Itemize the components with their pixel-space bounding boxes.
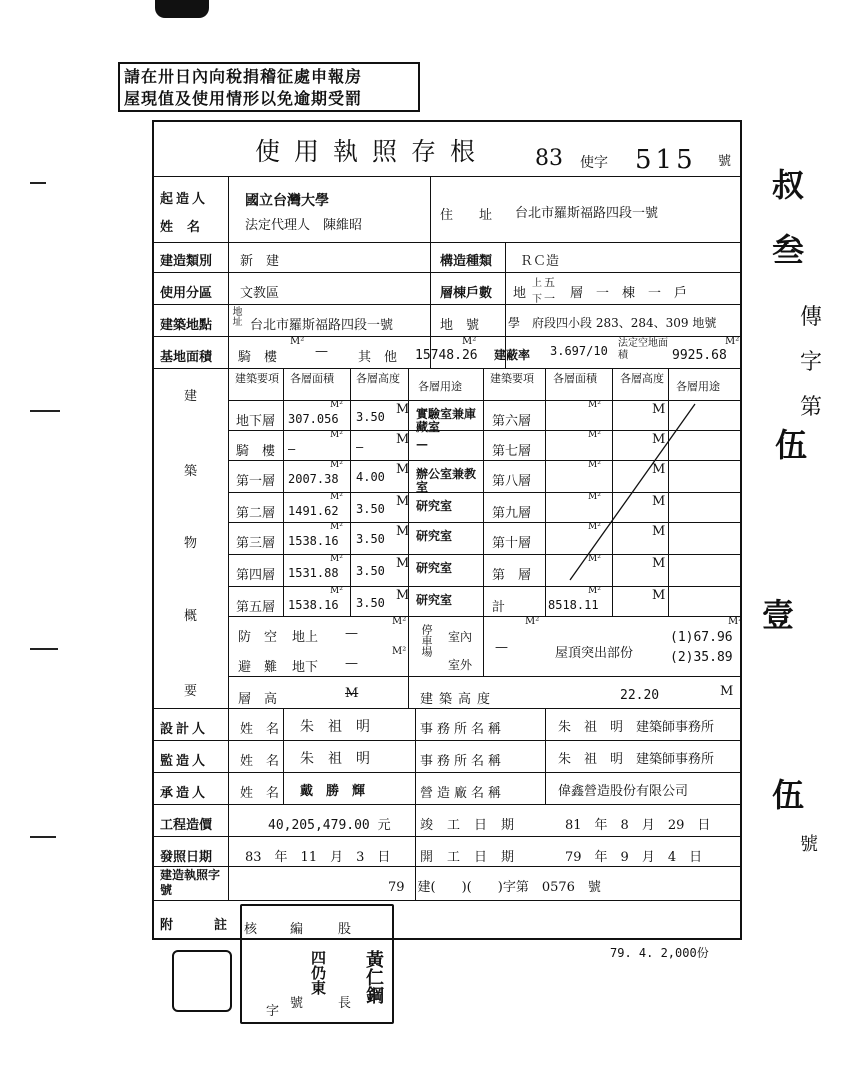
floor-area: 1531.88 — [288, 566, 339, 580]
rule — [483, 368, 484, 676]
title-number: 515 — [635, 145, 697, 175]
floor-height: 3.50 — [356, 564, 385, 578]
floor-area-right-m2: M² — [588, 492, 601, 502]
arcade-value: — — [315, 344, 328, 359]
side-char-3: 傳 — [800, 305, 823, 330]
margin-mark — [30, 182, 46, 184]
margin-mark — [30, 836, 56, 838]
floor-height: 3.50 — [356, 502, 385, 516]
designer-label: 設計人 — [160, 722, 209, 737]
open-space-label: 法定空地面積 — [618, 338, 668, 361]
floor-height: 3.50 — [356, 410, 385, 424]
floor-head-height: 各層高度 — [356, 372, 400, 385]
site-label: 建築地點 — [160, 318, 213, 333]
rule — [415, 708, 416, 900]
floor-head-area-2: 各層面積 — [553, 372, 597, 385]
floors-count-label: 層棟戶數 — [440, 286, 493, 301]
floors-down: 下 — [532, 294, 542, 305]
designer-office: 朱 祖 明 建築師事務所 — [558, 720, 715, 735]
floors-di: 地 — [513, 286, 527, 301]
cost-label: 工程造價 — [160, 818, 213, 833]
contractor-firm-label: 營造廠名稱 — [420, 786, 506, 801]
side-label-5: 要 — [184, 684, 198, 699]
floor-area-right-m2: M² — [588, 460, 601, 470]
floor-height: 3.50 — [356, 532, 385, 546]
designer-name-label: 姓 名 — [240, 722, 280, 737]
supervisor-office: 朱 祖 明 建築師事務所 — [558, 752, 715, 767]
floor-height-right-unit: M — [652, 588, 666, 603]
issue-label: 發照日期 — [160, 850, 213, 865]
building-height-unit: M — [720, 684, 734, 699]
floor-area-m2: M² — [330, 460, 343, 470]
floor-area-m2: M² — [330, 430, 343, 440]
margin-mark — [30, 410, 60, 412]
floor-area: 2007.38 — [288, 472, 339, 486]
roof-m2: M² — [728, 616, 743, 627]
side-char-8: 伍 — [772, 776, 805, 814]
rule — [152, 304, 742, 305]
floor-area-m2: M² — [330, 400, 343, 410]
start-label: 開工日期 — [420, 850, 529, 865]
coverage-label: 建蔽率 — [494, 348, 531, 362]
other-value: 15748.26 — [415, 348, 478, 363]
floor-name: 第三層 — [236, 536, 276, 551]
rule — [152, 772, 742, 773]
supervisor-name-label: 姓 名 — [240, 754, 280, 769]
floor-area: 1491.62 — [288, 504, 339, 518]
stamp-check: 核 — [244, 922, 258, 937]
side-label-2: 築 — [184, 464, 198, 479]
rule — [152, 804, 742, 805]
rule — [283, 708, 284, 804]
floor-use: — — [416, 437, 428, 451]
floor-area-right-m2: M² — [588, 522, 601, 532]
floor-height: — — [356, 440, 364, 454]
floor-height-right-unit: M — [652, 556, 666, 571]
footer-print-run: 79. 4. 2,000份 — [610, 946, 709, 960]
floor-area: 1538.16 — [288, 598, 339, 612]
rule — [152, 836, 742, 837]
address-label: 住 址 — [440, 208, 493, 223]
permit-label: 建造執照字號 — [160, 868, 221, 897]
rule — [228, 176, 229, 900]
side-label-1: 建 — [184, 389, 198, 404]
shelter-m2: M² — [392, 616, 407, 627]
rule — [152, 176, 742, 177]
rule — [545, 708, 546, 804]
floor-area-right-m2: M² — [588, 586, 601, 596]
side-char-4: 字 — [800, 350, 823, 375]
floor-height: 4.00 — [356, 470, 385, 484]
address-value: 台北市羅斯福路四段一號 — [515, 206, 659, 221]
floor-name: 第二層 — [236, 506, 276, 521]
contractor-name-label: 姓 名 — [240, 786, 280, 801]
roof-label: 屋頂突出部份 — [555, 646, 634, 661]
open-space-value: 9925.68 — [672, 348, 727, 363]
contractor-name: 戴 勝 輝 — [300, 784, 366, 799]
floor-height-unit: M — [396, 556, 410, 571]
stamp-sig-1: 字 — [266, 1004, 280, 1019]
rule — [430, 176, 431, 368]
floor-height-unit: M — [396, 432, 410, 447]
rule — [152, 336, 742, 337]
floor-head-item-2: 建築要項 — [490, 372, 534, 385]
floor-height-right-unit: M — [652, 462, 666, 477]
form-title: 使用執照存根 — [255, 137, 490, 166]
other-m2: M² — [462, 336, 477, 347]
shelter-above: 地上 — [292, 630, 319, 645]
supervisor-office-label: 事務所名稱 — [420, 754, 506, 769]
supervisor-name: 朱 祖 明 — [300, 751, 370, 767]
building-height-label: 建築高度 — [420, 692, 497, 707]
completion-label: 竣工日期 — [420, 818, 529, 833]
lot-label: 地 號 — [440, 318, 480, 333]
rule — [152, 368, 742, 369]
refuge-label: 避 難 — [238, 660, 278, 675]
floor-name: 第五層 — [236, 600, 276, 615]
site-sub: 地址 — [230, 306, 241, 326]
shelter-below-value: — — [345, 656, 358, 671]
side-char-5: 第 — [800, 395, 823, 420]
applicant-rep: 法定代理人 陳維昭 — [245, 218, 363, 233]
building-height-value: 22.20 — [620, 688, 660, 703]
parking-outdoor: 室外 — [448, 658, 473, 672]
floors-summary: 層 一 棟 一 戶 — [570, 286, 688, 301]
floor-head-item: 建築要項 — [235, 372, 279, 385]
rule — [152, 900, 742, 901]
open-space-m2: M² — [725, 336, 740, 347]
roof-value-1: (1)67.96 — [670, 630, 733, 645]
title-year: 83 — [535, 146, 563, 171]
lot-value: 學 府段四小段 283、284、309 地號 — [508, 316, 717, 330]
rule — [152, 708, 742, 709]
zone-value: 文教區 — [240, 286, 280, 301]
floor-height-unit: M — [396, 462, 410, 477]
floor-use: 辦公室兼教室 — [416, 467, 477, 494]
margin-mark — [30, 648, 58, 650]
rule — [228, 616, 742, 617]
rule — [152, 740, 742, 741]
contractor-label: 承造人 — [160, 786, 209, 801]
floor-area-right-m2: M² — [588, 430, 601, 440]
floor-name-right: 第十層 — [492, 536, 532, 551]
coverage-value: 3.697/10 — [550, 344, 608, 358]
total-floor-area: 8518.11 — [548, 598, 599, 612]
structure-value: ＲＣ造 — [520, 254, 560, 269]
cost-value: 40,205,479.00 元 — [268, 818, 391, 833]
supervisor-label: 監造人 — [160, 754, 209, 769]
scan-header-mark — [155, 0, 209, 18]
start-date: 79 年 9 月 4 日 — [565, 850, 703, 865]
side-label-4: 概 — [184, 609, 198, 624]
floors-below: 一 — [544, 292, 555, 305]
shelter-below: 地下 — [292, 660, 319, 675]
floor-name: 地下層 — [236, 414, 276, 429]
build-type-value: 新 建 — [240, 254, 280, 269]
parking-indoor: 室內 — [448, 630, 473, 644]
floor-use: 研究室 — [416, 561, 453, 575]
stamp-edit: 編 — [290, 922, 304, 937]
side-char-2: 叁 — [772, 231, 805, 269]
notice-line-1: 請在卅日內向稅捐稽征處申報房 — [124, 67, 363, 86]
side-label-3: 物 — [184, 536, 198, 551]
floor-height-unit: M — [396, 494, 410, 509]
build-type-label: 建造類別 — [160, 254, 213, 269]
shelter-above-value: — — [345, 626, 358, 641]
rule — [283, 368, 284, 616]
floors-up: 上 — [532, 278, 542, 289]
floor-name: 第四層 — [236, 568, 276, 583]
side-char-1: 叔 — [772, 166, 805, 204]
floor-name-right: 第九層 — [492, 506, 532, 521]
floor-height-right-unit: M — [652, 524, 666, 539]
other-label: 其 他 — [358, 350, 398, 365]
floor-use: 研究室 — [416, 499, 453, 513]
notice-line-2: 屋現值及使用情形以免逾期受罰 — [124, 89, 363, 108]
floor-name-right: 第 層 — [492, 568, 532, 583]
designer-office-label: 事務所名稱 — [420, 722, 506, 737]
roof-value-2: (2)35.89 — [670, 650, 733, 665]
floor-name-right: 第七層 — [492, 444, 532, 459]
rule — [228, 586, 742, 587]
floor-name: 騎 樓 — [236, 444, 276, 459]
contractor-firm: 偉鑫營造股份有限公司 — [558, 784, 689, 799]
floor-height-value: M — [345, 686, 359, 701]
shelter-m2-2: M² — [392, 646, 407, 657]
floor-height-unit: M — [396, 524, 410, 539]
strike-line — [560, 400, 700, 586]
title-char: 使字 — [580, 155, 608, 171]
floor-area-m2: M² — [330, 492, 343, 502]
floor-head-area: 各層面積 — [290, 372, 334, 385]
floor-name-right: 第六層 — [492, 414, 532, 429]
floor-height: 3.50 — [356, 596, 385, 610]
floor-height-right-unit: M — [652, 402, 666, 417]
floor-area: 1538.16 — [288, 534, 339, 548]
parking-m2: M² — [525, 616, 540, 627]
rule — [152, 272, 742, 273]
rule — [350, 368, 351, 616]
side-char-6: 伍 — [775, 426, 808, 464]
floor-area-m2: M² — [330, 586, 343, 596]
stamp-sig-2: 四仍東 — [309, 950, 327, 995]
issue-date: 83 年 11 月 3 日 — [245, 850, 391, 865]
stamp-section: 股 — [338, 922, 352, 937]
floor-area-right-m2: M² — [588, 400, 601, 410]
floor-name-right: 計 — [492, 600, 506, 615]
floor-head-height-2: 各層高度 — [620, 372, 664, 385]
rule — [152, 866, 742, 867]
floor-use: 研究室 — [416, 593, 453, 607]
floor-use: 實驗室兼庫藏室 — [416, 407, 477, 434]
stamp-number: 號 — [290, 996, 304, 1011]
parking-label: 停車場 — [420, 624, 433, 657]
area-label: 基地面積 — [160, 350, 213, 365]
floor-area: — — [288, 442, 296, 456]
structure-label: 構造種類 — [440, 254, 493, 269]
note-label: 附 註 — [160, 918, 242, 933]
designer-name: 朱 祖 明 — [300, 719, 370, 735]
floor-height-right-unit: M — [652, 494, 666, 509]
applicant-name: 國立台灣大學 — [245, 193, 329, 209]
official-seal — [172, 950, 232, 1012]
side-char-7: 壹 — [762, 596, 795, 634]
applicant-label-2: 姓名 — [160, 220, 215, 235]
rule — [152, 242, 742, 243]
applicant-label: 起造人 — [160, 192, 209, 207]
floor-head-use: 各層用途 — [418, 380, 462, 393]
floor-height-unit: M — [396, 402, 410, 417]
permit-number: 79 建( )( )字第 0576 號 — [388, 880, 601, 895]
floor-height-label: 層 高 — [238, 692, 278, 707]
civil-defense-label: 防 空 — [238, 630, 278, 645]
site-address: 台北市羅斯福路四段一號 — [250, 318, 394, 333]
floor-area-right-m2: M² — [588, 554, 601, 564]
rule — [228, 676, 742, 677]
completion-date: 81 年 8 月 29 日 — [565, 818, 711, 833]
floor-height-right-unit: M — [652, 432, 666, 447]
rule — [545, 368, 546, 616]
side-char-9: 號 — [800, 834, 818, 855]
notice-stamp — [118, 62, 420, 112]
floor-area-m2: M² — [330, 522, 343, 532]
floor-use: 研究室 — [416, 529, 453, 543]
floor-area: 307.056 — [288, 412, 339, 426]
floor-name-right: 第八層 — [492, 474, 532, 489]
title-suffix: 號 — [718, 154, 732, 169]
stamp-chief: 長 — [338, 996, 352, 1011]
zone-label: 使用分區 — [160, 286, 213, 301]
floor-name: 第一層 — [236, 474, 276, 489]
floor-height-unit: M — [396, 588, 410, 603]
stamp-sig-3: 黃仁鋼 — [363, 950, 384, 1004]
parking-value: — — [495, 640, 508, 655]
floor-head-use-2: 各層用途 — [676, 380, 720, 393]
floor-area-m2: M² — [330, 554, 343, 564]
arcade-m2: M² — [290, 336, 305, 347]
arcade-label: 騎 樓 — [238, 350, 278, 365]
floors-above: 五 — [544, 276, 555, 289]
